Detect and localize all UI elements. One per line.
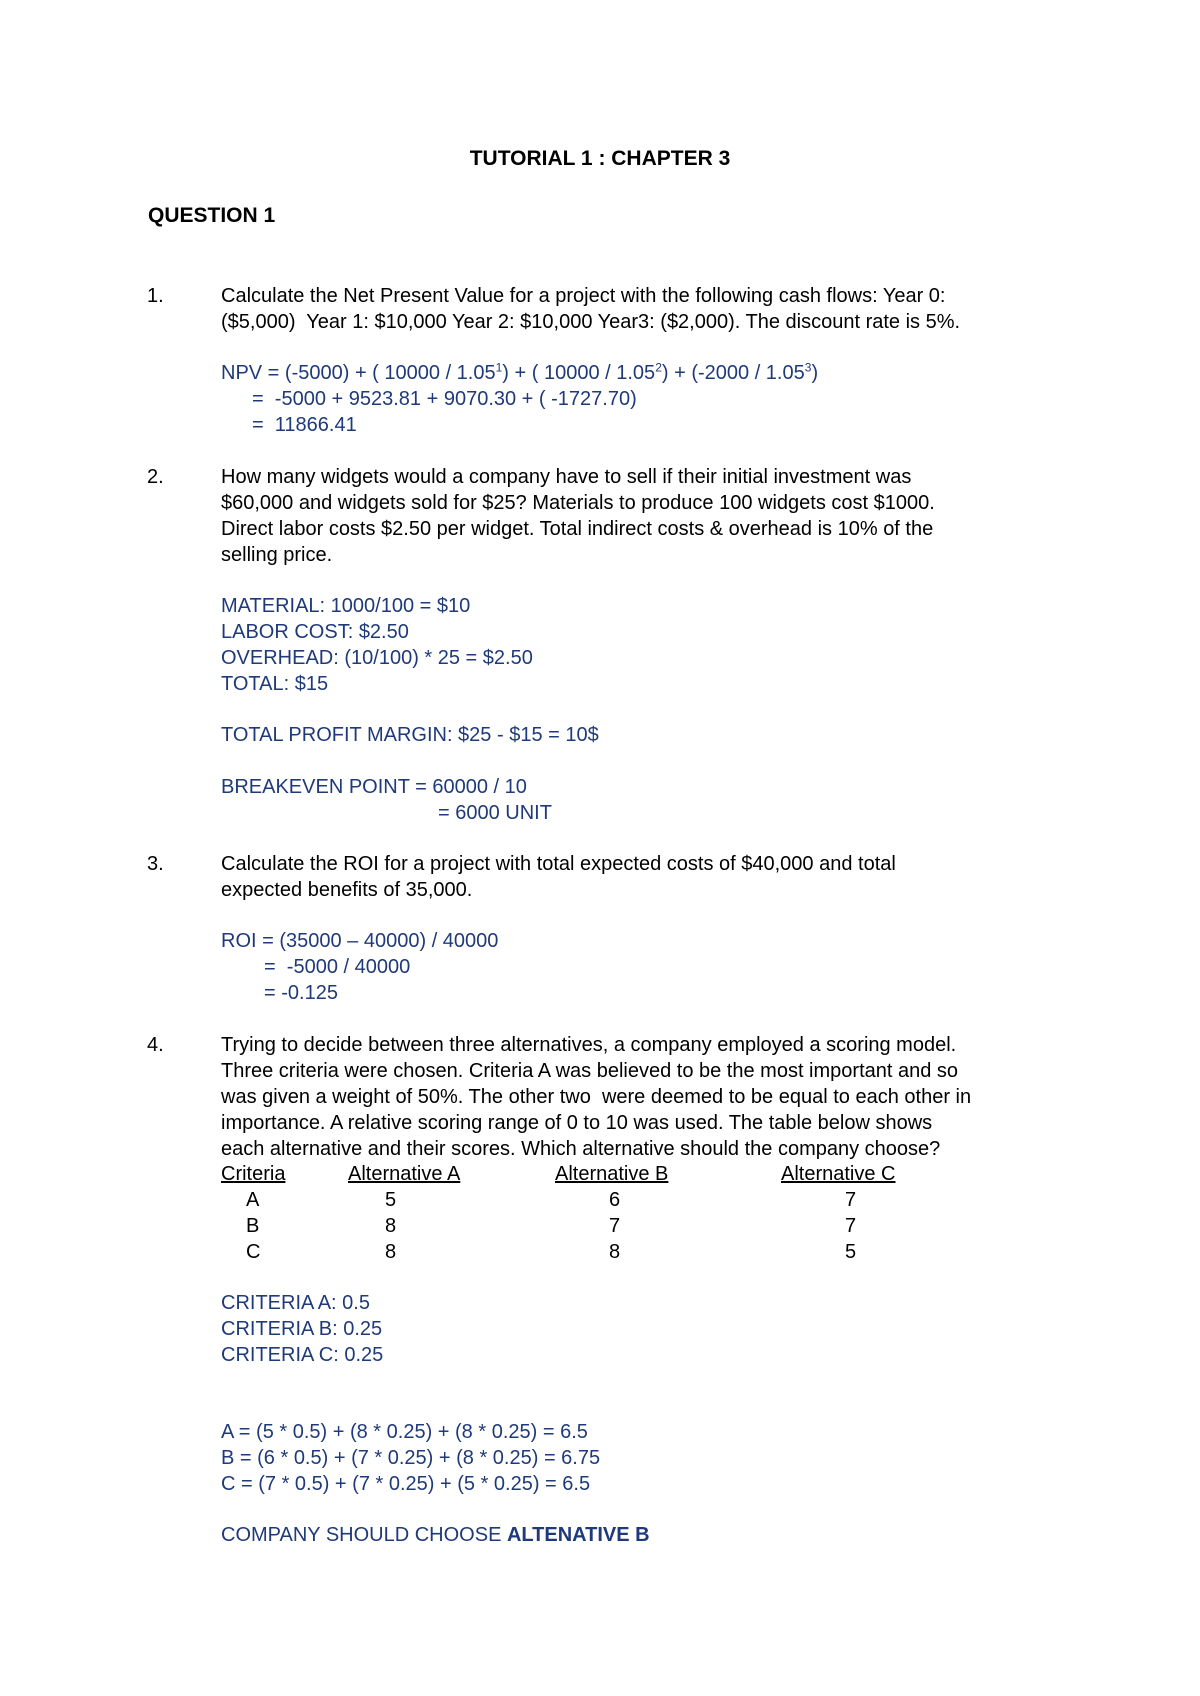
q1-text-line-2: ($5,000) Year 1: $10,000 Year 2: $10,000 Year3: ($2,000). The discount rate is 5%.	[221, 311, 961, 333]
npv-part-b: ) + ( 10000 / 1.05	[502, 362, 656, 384]
q2-text-line-1: How many widgets would a company have to sell if their initial investment was	[221, 466, 912, 488]
conclusion-prefix: COMPANY SHOULD CHOOSE	[221, 1524, 507, 1546]
weight-criteria-c: CRITERIA C: 0.25	[221, 1344, 384, 1366]
q4-text-line-2: Three criteria were chosen. Criteria A was believed to be the most important and so	[221, 1060, 959, 1082]
table-cell: 5	[845, 1241, 857, 1263]
table-cell: 8	[385, 1215, 397, 1237]
table-header-criteria: Criteria	[221, 1163, 286, 1185]
q2-text-line-2: $60,000 and widgets sold for $25? Materials to produce 100 widgets cost $1000.	[221, 492, 935, 514]
q2-number: 2.	[147, 466, 164, 488]
table-cell: 7	[609, 1215, 621, 1237]
weight-criteria-b: CRITERIA B: 0.25	[221, 1318, 383, 1340]
q3-text-line-1: Calculate the ROI for a project with total expected costs of $40,000 and total	[221, 853, 896, 875]
calc-line-c: C = (7 * 0.5) + (7 * 0.25) + (5 * 0.25) = 6.5	[221, 1473, 591, 1495]
question-heading: QUESTION 1	[148, 204, 276, 227]
npv-part-c: ) + (-2000 / 1.05	[661, 362, 805, 384]
page-title: TUTORIAL 1 : CHAPTER 3	[469, 147, 731, 170]
q2-labor-line: LABOR COST: $2.50	[221, 621, 409, 643]
q4-number: 4.	[147, 1034, 164, 1056]
table-cell: 7	[845, 1215, 857, 1237]
table-cell: 8	[385, 1241, 397, 1263]
npv-part-d: )	[811, 362, 819, 384]
q2-breakeven-result: = 6000 UNIT	[438, 802, 552, 824]
q2-overhead-line: OVERHEAD: (10/100) * 25 = $2.50	[221, 647, 533, 669]
table-cell: 7	[845, 1189, 857, 1211]
q2-text-line-4: selling price.	[221, 544, 333, 566]
q3-answer-line-1: = -5000 / 40000	[264, 956, 411, 978]
q3-number: 3.	[147, 853, 164, 875]
calc-line-a: A = (5 * 0.5) + (8 * 0.25) + (8 * 0.25) = 6.5	[221, 1421, 588, 1443]
weight-criteria-a: CRITERIA A: 0.5	[221, 1292, 370, 1314]
q1-answer-line-2: = 11866.41	[252, 414, 357, 436]
q2-total-line: TOTAL: $15	[221, 673, 329, 695]
q1-answer-line-1: = -5000 + 9523.81 + 9070.30 + ( -1727.70)	[252, 388, 637, 410]
q1-npv-formula	[221, 360, 818, 386]
table-cell: A	[246, 1189, 260, 1211]
q4-text-line-1: Trying to decide between three alternatives, a company employed a scoring model.	[221, 1034, 957, 1056]
npv-sup-1: 1	[495, 360, 503, 375]
q4-text-line-4: importance. A relative scoring range of 0 to 10 was used. The table below shows	[221, 1112, 933, 1134]
q4-text-line-3: was given a weight of 50%. The other two were deemed to be equal to each other in	[221, 1086, 972, 1108]
q2-text-line-3: Direct labor costs $2.50 per widget. Total indirect costs & overhead is 10% of the	[221, 518, 934, 540]
conclusion-line	[221, 1522, 650, 1548]
npv-sup-2: 2	[655, 360, 662, 375]
table-cell: 8	[609, 1241, 621, 1263]
table-cell: B	[246, 1215, 260, 1237]
table-header-alt-a: Alternative A	[348, 1163, 461, 1185]
q2-material-line: MATERIAL: 1000/100 = $10	[221, 595, 471, 617]
calc-line-b: B = (6 * 0.5) + (7 * 0.25) + (8 * 0.25) = 6.75	[221, 1447, 601, 1469]
q3-text-line-2: expected benefits of 35,000.	[221, 879, 473, 901]
npv-part-a: NPV = (-5000) + ( 10000 / 1.05	[221, 362, 496, 384]
table-header-alt-c: Alternative C	[781, 1163, 896, 1185]
table-header-alt-b: Alternative B	[555, 1163, 669, 1185]
table-cell: 6	[609, 1189, 621, 1211]
table-cell: C	[246, 1241, 261, 1263]
conclusion-answer: ALTENATIVE B	[506, 1524, 650, 1546]
q2-margin-line: TOTAL PROFIT MARGIN: $25 - $15 = 10$	[221, 724, 599, 746]
q1-text-line-1: Calculate the Net Present Value for a project with the following cash flows: Year 0:	[221, 285, 946, 307]
npv-sup-3: 3	[804, 360, 812, 375]
q1-number: 1.	[147, 285, 164, 307]
q3-answer-line-2: = -0.125	[264, 982, 338, 1004]
q2-breakeven-line: BREAKEVEN POINT = 60000 / 10	[221, 776, 527, 798]
table-cell: 5	[385, 1189, 397, 1211]
q4-text-line-5: each alternative and their scores. Which alternative should the company choose?	[221, 1138, 941, 1160]
q3-roi-line: ROI = (35000 – 40000) / 40000	[221, 930, 499, 952]
